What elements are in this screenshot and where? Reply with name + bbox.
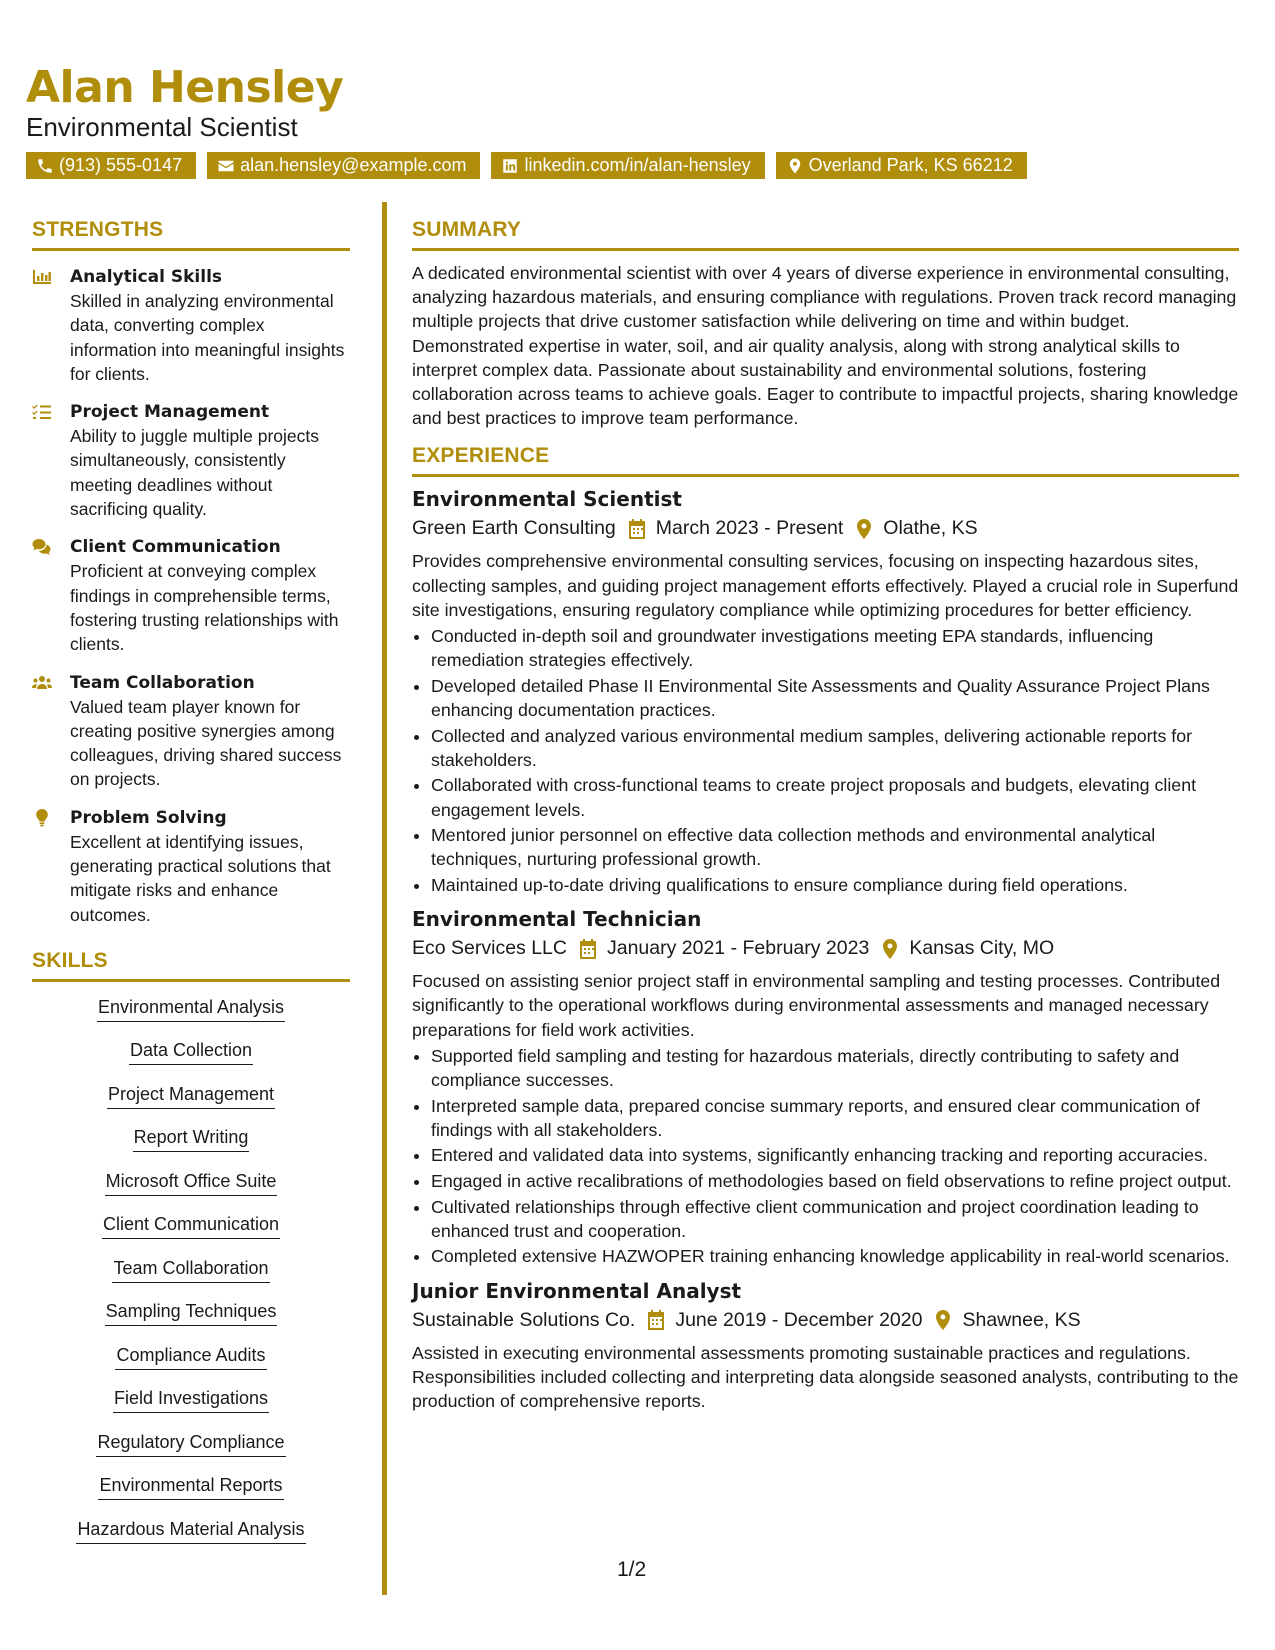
skills-rule — [32, 979, 350, 982]
job-dates: January 2021 - February 2023 — [606, 937, 870, 960]
chat-bubbles-icon — [32, 538, 52, 556]
job-description: Focused on assisting senior project staff in environmental sampling and testing processes. Contributed significantly to the operational workflows during environmental assessments and managed necessary preparations for field work activities. — [412, 971, 1221, 1040]
team-icon — [32, 674, 52, 692]
job-meta — [412, 1309, 1239, 1332]
job-bullet: • Engaged in active recalibrations of methodologies based on field observations to refine project output. — [431, 1169, 1239, 1193]
job-bullet: • Developed detailed Phase II Environmental Site Assessments and Quality Assurance Project Plans enhancing documentation practices. — [431, 674, 1239, 722]
job-location: Olathe, KS — [883, 517, 978, 540]
strength-desc: Proficient at conveying complex findings in comprehensible terms, fostering trusting relationships with clients. — [70, 561, 339, 655]
column-divider — [382, 202, 387, 1595]
skill-tag: Hazardous Material Analysis — [76, 1516, 305, 1544]
email-text: alan.hensley@example.com — [240, 155, 467, 175]
skill-tag: Field Investigations — [113, 1385, 269, 1413]
job-dates: June 2019 - December 2020 — [675, 1308, 923, 1331]
strength-desc: Ability to juggle multiple projects simultaneously, consistently meeting deadlines without sacrificing quality. — [70, 426, 320, 520]
skill-tag: Environmental Analysis — [97, 994, 285, 1022]
page-number: 1/2 — [617, 1558, 647, 1581]
calendar-icon — [628, 519, 646, 539]
job-bullet: • Mentored junior personnel on effective data collection methods and environmental analytical techniques, nurturing professional growth. — [431, 823, 1239, 871]
job-description: Provides comprehensive environmental consulting services, focusing on inspecting hazardous sites, collecting samples, and guiding project management efforts effectively. Played a crucial role in Superfund site investigations, ensuring regulatory compliance while optimizing procedures for better efficiency. — [412, 551, 1239, 620]
job-company: Eco Services LLC — [412, 937, 567, 960]
contact-location — [776, 152, 1027, 179]
job-bullet: • Collected and analyzed various environmental medium samples, delivering actionable reports for stakeholders. — [431, 724, 1239, 772]
skill-tag: Regulatory Compliance — [96, 1429, 285, 1457]
strength-desc: Valued team player known for creating positive synergies among colleagues, driving shared success on projects. — [70, 696, 342, 790]
contact-phone[interactable] — [26, 152, 196, 179]
strength-item — [32, 535, 350, 656]
map-pin-icon — [786, 157, 804, 175]
linkedin-text: linkedin.com/in/alan-hensley — [524, 155, 751, 175]
job-description: Assisted in executing environmental assessments promoting sustainable practices and regulations. Responsibilities included collecting and interpreting data alongside seasoned analysts, contributing to the production of comprehensive reports. — [412, 1342, 1239, 1412]
job-meta — [412, 517, 1239, 540]
skill-tag: Microsoft Office Suite — [105, 1168, 278, 1196]
job-meta — [412, 937, 1239, 960]
strength-title: Client Communication — [70, 537, 281, 558]
calendar-icon — [647, 1310, 665, 1330]
skill-tag: Project Management — [107, 1081, 275, 1109]
job-bullets — [412, 1044, 1239, 1269]
job-title: Environmental Scientist — [412, 487, 682, 512]
skill-tag: Sampling Techniques — [105, 1298, 278, 1326]
skill-tag: Data Collection — [129, 1037, 253, 1065]
strength-item — [32, 400, 350, 521]
location-text: Overland Park, KS 66212 — [808, 155, 1013, 175]
task-list-icon — [32, 403, 52, 421]
left-column — [32, 218, 350, 1559]
job-bullet: • Supported field sampling and testing for hazardous materials, directly contributing to safety and compliance successes. — [431, 1044, 1239, 1092]
strengths-rule — [32, 248, 350, 251]
job-bullets — [412, 624, 1239, 897]
strength-title: Problem Solving — [70, 807, 227, 828]
job-bullet: • Cultivated relationships through effective client communication and project coordination leading to enhanced trust and cooperation. — [431, 1195, 1239, 1243]
job-bullet: • Maintained up-to-date driving qualifications to ensure compliance during field operations. — [431, 873, 1239, 897]
job-location: Kansas City, MO — [909, 937, 1055, 960]
job-bullet: • Collaborated with cross-functional teams to create project proposals and budgets, elevating client engagement levels. — [431, 773, 1239, 821]
map-pin-icon — [934, 1310, 952, 1330]
job-company: Green Earth Consulting — [412, 517, 616, 540]
phone-text: (913) 555-0147 — [59, 155, 183, 175]
lightbulb-icon — [32, 809, 52, 827]
bar-chart-icon — [32, 268, 52, 286]
contact-bar — [26, 152, 1027, 179]
strength-title: Analytical Skills — [70, 267, 223, 287]
skills-heading: SKILLS — [32, 948, 108, 972]
strength-item — [32, 671, 350, 792]
candidate-title: Environmental Scientist — [26, 112, 298, 142]
strength-desc: Skilled in analyzing environmental data, converting complex information into meaningful insights for clients. — [70, 291, 345, 384]
summary-text: A dedicated environmental scientist with over 4 years of diverse experience in environmental consulting, analyzing hazardous materials, and ensuring compliance with regulations. Proven track record managing multiple projects that drive customer satisfaction while delivering on time and within budget. Demonstrated expertise in water, soil, and air quality analysis, along with strong analytical skills to interpret complex data. Passionate about sustainability and environmental solutions, fostering collaboration across teams to achieve goals. Eager to contribute to impactful projects, sharing knowledge and best practices to improve team performance. — [412, 263, 1239, 429]
contact-linkedin[interactable] — [491, 152, 764, 179]
right-column — [412, 218, 1239, 1413]
map-pin-icon — [881, 939, 899, 959]
job-bullet: • Entered and validated data into systems, significantly enhancing tracking and reporting accuracies. — [431, 1143, 1239, 1167]
candidate-name: Alan Hensley — [26, 62, 344, 113]
envelope-icon — [217, 157, 235, 175]
linkedin-icon — [501, 157, 519, 175]
job-location: Shawnee, KS — [962, 1308, 1081, 1331]
calendar-icon — [579, 939, 597, 959]
skill-tag: Client Communication — [102, 1211, 280, 1239]
strengths-heading: STRENGTHS — [32, 218, 164, 241]
summary-heading: SUMMARY — [412, 218, 522, 241]
map-pin-icon — [855, 519, 873, 539]
skill-tag: Report Writing — [133, 1124, 250, 1152]
skill-tag: Environmental Reports — [98, 1472, 283, 1500]
job-title: Environmental Technician — [412, 907, 702, 932]
experience-heading: EXPERIENCE — [412, 444, 550, 468]
skill-tag: Compliance Audits — [115, 1342, 266, 1370]
contact-email[interactable] — [207, 152, 480, 179]
job-entry — [412, 907, 1239, 1268]
job-title: Junior Environmental Analyst — [412, 1278, 742, 1303]
phone-icon — [36, 157, 54, 175]
experience-rule — [412, 474, 1239, 477]
job-bullet: • Interpreted sample data, prepared concise summary reports, and ensured clear communication of findings with all stakeholders. — [431, 1094, 1239, 1142]
job-bullet: • Completed extensive HAZWOPER training enhancing knowledge applicability in real-world scenarios. — [431, 1244, 1239, 1268]
job-dates: March 2023 - Present — [655, 517, 844, 540]
summary-rule — [412, 248, 1239, 251]
skills-list — [32, 994, 350, 1560]
strength-item — [32, 806, 350, 927]
job-entry — [412, 487, 1239, 897]
strength-title: Team Collaboration — [70, 672, 255, 693]
skill-tag: Team Collaboration — [112, 1255, 269, 1283]
job-entry — [412, 1279, 1239, 1414]
job-company: Sustainable Solutions Co. — [412, 1308, 636, 1331]
job-bullet: • Conducted in-depth soil and groundwater investigations meeting EPA standards, influencing remediation strategies effectively. — [431, 624, 1239, 672]
strength-title: Project Management — [70, 402, 270, 423]
strength-desc: Excellent at identifying issues, generating practical solutions that mitigate risks and enhance outcomes. — [70, 831, 331, 925]
strength-item — [32, 265, 350, 386]
